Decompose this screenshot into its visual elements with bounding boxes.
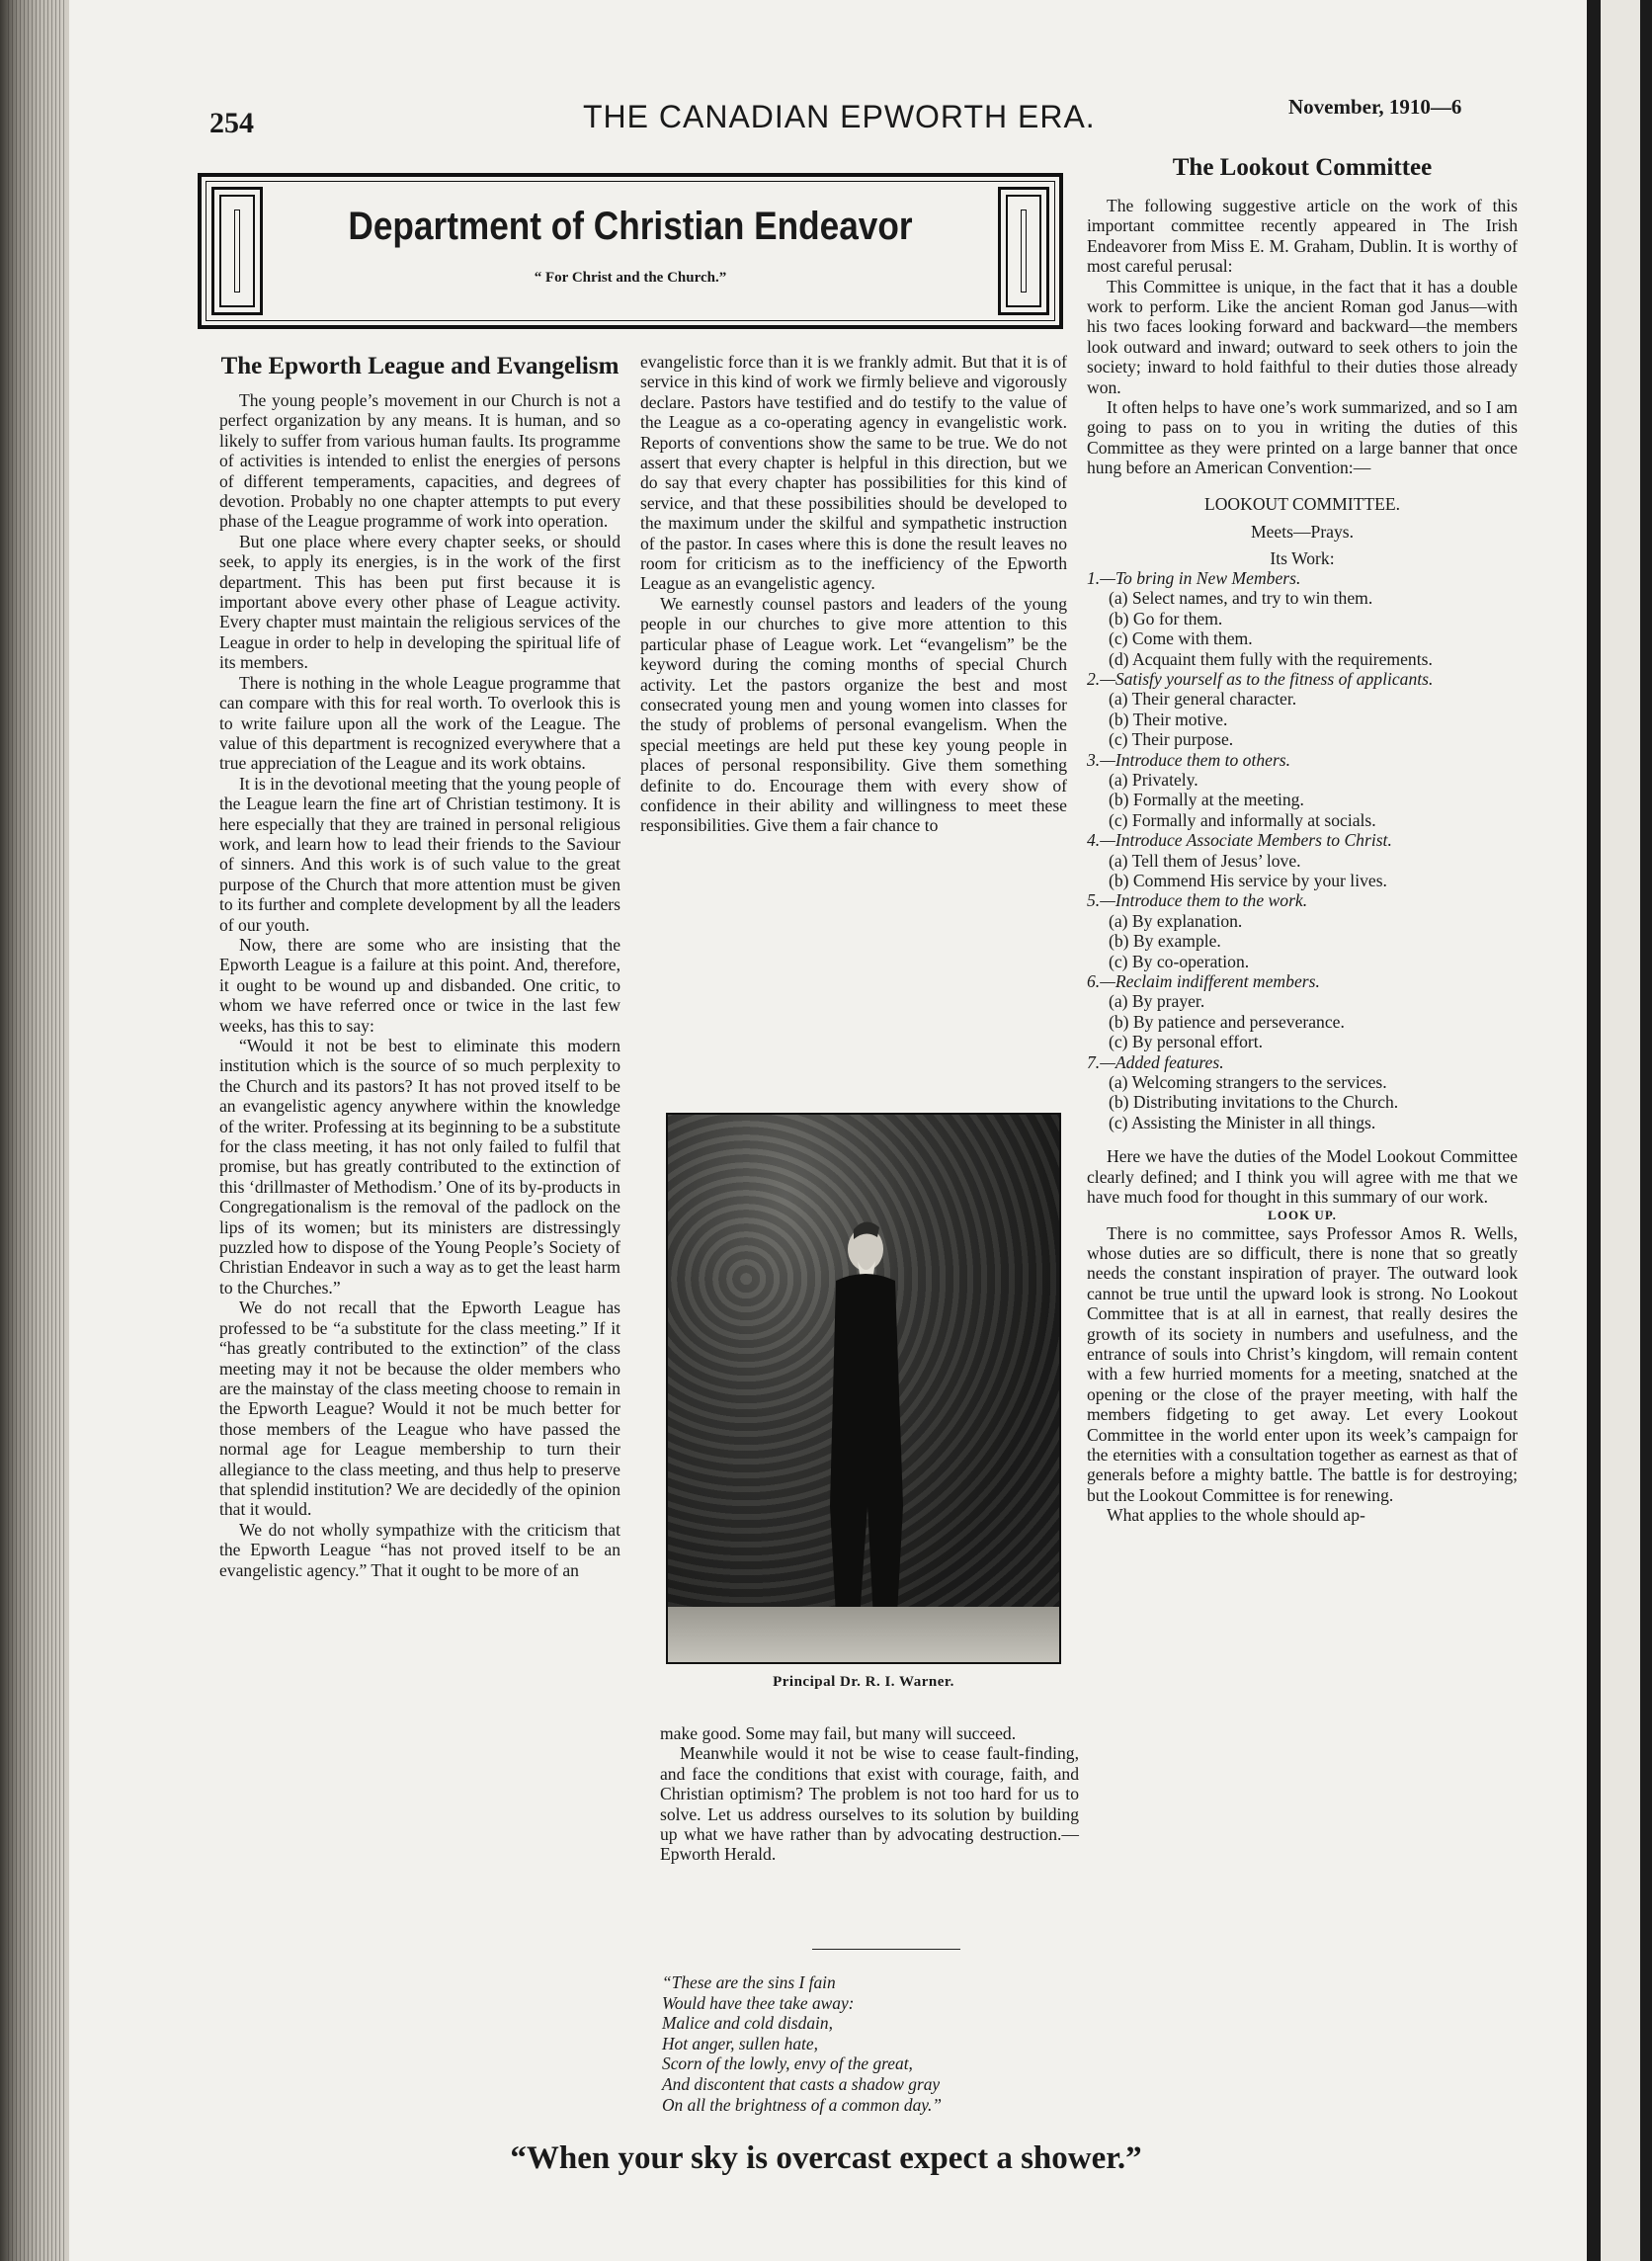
look-up-heading: LOOK UP. [1268, 1207, 1337, 1222]
scan-right-edge [1587, 0, 1652, 2261]
duty-item: (b) Distributing invitations to the Church. [1109, 1092, 1399, 1113]
duty-heading: 2.—Satisfy yourself as to the fitness of applicants. [1087, 668, 1434, 689]
paragraph: The young people’s movement in our Church is not a perfect organization by any means. It is human, and so likely to suffer from various human faults. Its programme of activities is intended to enlist the energies of persons of different temperaments, capacities, and degrees of devotion. Probably no one chapter attempts to put every phase of the League programme of work into operation. [219, 390, 620, 532]
duty-heading: 3.—Introduce them to others. [1087, 749, 1291, 770]
poem-line: Hot anger, sullen hate, [662, 2033, 818, 2053]
duty-item: (b) By patience and perseverance. [1109, 1011, 1345, 1032]
banner-work-label: Its Work: [1270, 547, 1335, 568]
paragraph: The following suggestive article on the work of this important committee recently appeared in The Irish Endeavorer from Miss E. M. Graham, Dublin. It is worthy of most careful perusal: [1087, 196, 1518, 277]
department-banner [198, 173, 1063, 329]
duty-item: (b) By example. [1109, 931, 1221, 952]
banner-heading: LOOKOUT COMMITTEE. [1203, 493, 1401, 514]
paragraph: Now, there are some who are insisting that the Epworth League is a failure at this point. And, therefore, it ought to be wound up and disbanded. One critic, to whom we have referred once or twice in the last few weeks, has this to say: [219, 934, 620, 1036]
paragraph: What applies to the whole should ap- [1107, 1505, 1365, 1526]
duty-item: (b) Go for them. [1109, 608, 1223, 628]
duty-item: (c) By co-operation. [1109, 951, 1250, 971]
duty-item: (a) Their general character. [1109, 689, 1297, 710]
section-divider [812, 1949, 960, 1950]
poem-line: Malice and cold disdain, [662, 2013, 833, 2034]
portrait-figure [814, 1210, 909, 1634]
paragraph: Here we have the duties of the Model Lookout Committee clearly defined; and I think you will agree with me that we have much food for thought in this summary of our work. [1087, 1146, 1518, 1208]
duty-item: (c) Come with them. [1109, 628, 1253, 649]
paragraph: evangelistic force than it is we frankly admit. But that it is of service in this kind of work we firmly believe and vigorously declare. Pastors have testified and do testify to the value of the League as a co-operating agency in evangelistic work. Reports of conventions show the same to be true. We do not assert that every chapter is helpful in this direction, but we do say that every chapter has possibilities for this kind of service, and that these possibilities should be developed to the maximum under the skilful and sympathetic instruction of the pastor. In cases where this is done the result leaves no room for criticism as to the inefficiency of the Epworth League as an evangelistic agency. [640, 352, 1067, 594]
publication-title: THE CANADIAN EPWORTH ERA. [583, 99, 1096, 134]
duty-item: (d) Acquaint them fully with the requirements. [1109, 648, 1433, 669]
duty-item: (b) Formally at the meeting. [1109, 790, 1304, 810]
paragraph: Meanwhile would it not be wise to cease fault-finding, and face the conditions that exist with courage, faith, and Christian optimism? The problem is not too hard for us to solve. Let us address ourselves to its solution by building up what we have rather than by advocating destruction.—Epworth Herald. [660, 1743, 1079, 1865]
paragraph: We do not wholly sympathize with the criticism that the Epworth League “has not proved itself to be an evangelistic agency.” That it ought to be more of an [219, 1519, 620, 1580]
duty-item: (a) Privately. [1109, 769, 1198, 790]
duty-heading: 5.—Introduce them to the work. [1087, 890, 1308, 911]
portrait-photo [666, 1113, 1061, 1664]
duty-item: (c) By personal effort. [1109, 1032, 1264, 1052]
paragraph: It is in the devotional meeting that the young people of the League learn the fine art of Christian testimony. It is here especially that they are trained in personal religious work, and learn how to lead their friends to the Saviour of sinners. And this work is of such value to the great purpose of the Church that more attention must be given to its further and complete development by all the leaders of our youth. [219, 773, 620, 935]
paragraph: We earnestly counsel pastors and leaders of the young people in our churches to give more attention to this particular phase of League work. Let “evangelism” be the keyword during the coming months of special Church activity. Let the pastors organize the best and most consecrated young men and young women into classes for the study of problems of personal evangelism. When the special meetings are held put these key young people in places of personal responsibility. Give them something definite to do. Encourage them with every show of confidence in their ability and willingness to meet these responsibilities. Give them a fair chance to [640, 593, 1067, 836]
duty-item: (c) Formally and informally at socials. [1109, 809, 1376, 830]
poem-quote [662, 1972, 1087, 2115]
poem-line: On all the brightness of a common day.” [662, 2094, 943, 2115]
paragraph: make good. Some may fail, but many will succeed. [660, 1723, 1017, 1743]
article-column-2 [640, 352, 1067, 836]
photo-caption: Principal Dr. R. I. Warner. [773, 1674, 954, 1690]
duty-item: (b) Their motive. [1109, 709, 1228, 729]
paragraph: “Would it not be best to eliminate this modern institution which is the source of so much perplexity to the Church and its pastors? It has not proved itself to be an evangelistic agency anywhere within the knowledge of the writer. Professing at its beginning to be a substitute for the class meeting, it has not only failed to fulfil that promise, but has greatly contributed to the extinction of this ‘drillmaster of Methodism.’ One of its by-products in Congregationalism is the removal of the padlock on the lips of its women; but its ministers are distressingly puzzled how to dispose of the Young People’s Society of Christian Endeavor in such a way as to get the least harm to the Churches.” [219, 1036, 620, 1298]
poem-line: Scorn of the lowly, envy of the great, [662, 2053, 913, 2074]
article-title: The Epworth League and Evangelism [220, 353, 620, 379]
paragraph: We do not recall that the Epworth League has professed to be “a substitute for the class meeting.” If it “has greatly contributed to the extinction” of the class meeting may it not be because the older members who are the mainstay of the class meeting choose to remain in the Epworth League? Would it not be much better for those members of the League who have passed the normal age for League membership to turn their allegiance to the class meeting, and thus help to preserve that splendid institution? We are decidedly of the opinion that it would. [219, 1298, 620, 1520]
footer-motto: “When your sky is overcast expect a shower.” [510, 2140, 1142, 2176]
scan-binding-edge [0, 0, 69, 2261]
article-column-2-continued [660, 1723, 1079, 1865]
issue-date: November, 1910—6 [1288, 95, 1462, 119]
duty-item: (b) Commend His service by your lives. [1109, 871, 1387, 890]
department-motto: “ For Christ and the Church.” [534, 270, 727, 286]
duty-item: (c) Assisting the Minister in all things. [1109, 1112, 1376, 1132]
page-number: 254 [209, 107, 254, 139]
poem-line: And discontent that casts a shadow gray [662, 2073, 941, 2094]
duty-item: (a) By prayer. [1109, 991, 1205, 1012]
duty-item: (a) Select names, and try to win them. [1109, 588, 1373, 609]
paragraph: This Committee is unique, in the fact that it has a double work to perform. Like the ancient Roman god Janus—with his two faces looking forward and backward—the members look outward and inward; outward to seek others to join the society; inward to hold faithful to their duties those already won. [1087, 276, 1518, 397]
lookout-committee-column [1087, 154, 1518, 1526]
duty-item: (a) Welcoming strangers to the services. [1109, 1072, 1387, 1093]
department-title: Department of Christian Endeavor [348, 205, 913, 248]
duty-heading: 1.—To bring in New Members. [1087, 567, 1301, 588]
duty-heading: 7.—Added features. [1087, 1051, 1224, 1072]
paragraph: But one place where every chapter seeks, or should seek, to apply its energies, is in the work of the first department. This has been put first because it is important above every other phase of League activity. Every chapter must maintain the religious services of the League in order to help in developing the spiritual life of its members. [219, 531, 620, 673]
duty-item: (a) By explanation. [1109, 910, 1243, 931]
duty-item: (c) Their purpose. [1109, 729, 1234, 750]
poem-line: “These are the sins I fain [662, 1972, 836, 1992]
article-column-1 [219, 352, 620, 1580]
paragraph: It often helps to have one’s work summarized, and so I am going to pass on to you in writing the duties of this Committee as they were printed on a large banner that once hung before an American Convention:— [1087, 397, 1518, 478]
duty-item: (a) Tell them of Jesus’ love. [1109, 850, 1301, 871]
poem-line: Would have thee take away: [662, 1992, 855, 2013]
duty-heading: 6.—Reclaim indifferent members. [1087, 971, 1320, 992]
banner-motto: Meets—Prays. [1250, 522, 1355, 543]
paragraph: There is nothing in the whole League programme that can compare with this for real worth. To overlook this is to write failure upon all the work of the League. The value of this department is recognized everywhere that a true appreciation of the League and its work obtains. [219, 672, 620, 774]
paragraph: There is no committee, says Professor Amos R. Wells, whose duties are so difficult, there is none that so greatly needs the constant inspiration of prayer. The outward look cannot be true until the upward look is strong. No Lookout Committee that is at all in earnest, that really desires the growth of its society in numbers and usefulness, and the entrance of souls into Christ’s kingdom, will remain content with a few hurried moments for a meeting, snatched at the opening or the close of the prayer meeting, with half the members fidgeting to get away. Let every Lookout Committee in the world enter upon its week’s campaign for the eternities with a consultation together as earnest as that of generals before a mighty battle. The battle is for destroying; but the Lookout Committee is for renewing. [1087, 1222, 1518, 1505]
duty-heading: 4.—Introduce Associate Members to Christ. [1087, 830, 1392, 851]
lookout-title: The Lookout Committee [1172, 154, 1433, 181]
